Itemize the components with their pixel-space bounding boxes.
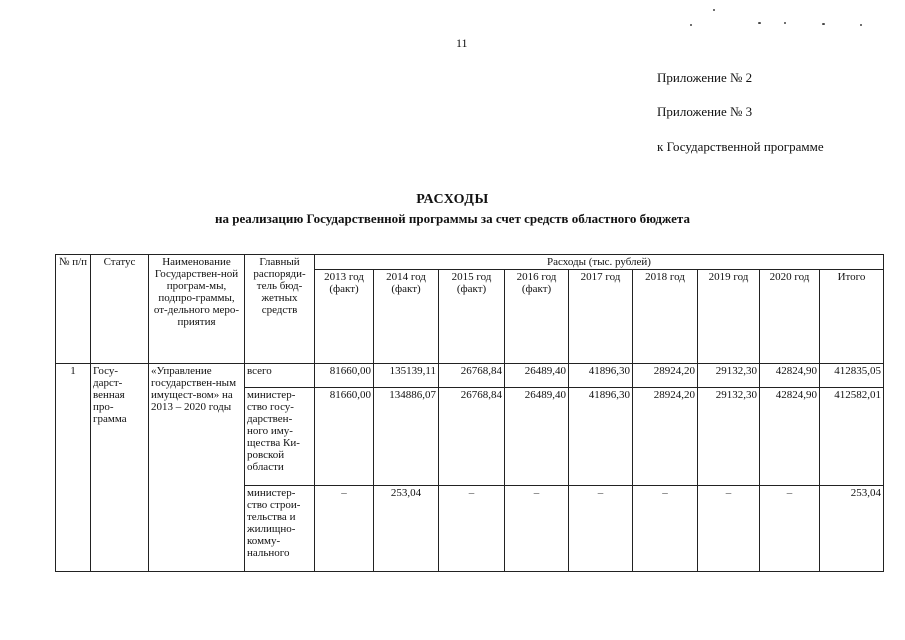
value-cell: 41896,30 bbox=[569, 364, 633, 388]
header-manager: Главный распоряди-тель бюд-жетных средств bbox=[245, 255, 315, 364]
header-year: 2019 год bbox=[698, 270, 760, 364]
header-expenses-group: Расходы (тыс. рублей) bbox=[315, 255, 884, 270]
value-cell: 412582,01 bbox=[820, 388, 884, 486]
value-cell: 26768,84 bbox=[439, 364, 505, 388]
program-status: Госу-дарст-венная про-грамма bbox=[91, 364, 149, 572]
value-cell: – bbox=[439, 486, 505, 572]
value-cell: 253,04 bbox=[820, 486, 884, 572]
value-cell: 253,04 bbox=[374, 486, 439, 572]
value-cell: – bbox=[569, 486, 633, 572]
value-cell: 42824,90 bbox=[760, 388, 820, 486]
header-name: Наименование Государствен-ной програм-мы, подпро-граммы, от-дельного меро-приятия bbox=[149, 255, 245, 364]
expenses-table bbox=[55, 254, 884, 572]
value-cell: 134886,07 bbox=[374, 388, 439, 486]
appendix-line-1: Приложение № 2 bbox=[657, 70, 753, 85]
header-year: 2013 год (факт) bbox=[315, 270, 374, 364]
value-cell: 29132,30 bbox=[698, 364, 760, 388]
scan-speck bbox=[822, 23, 825, 25]
scan-speck bbox=[690, 24, 692, 26]
header-year: 2020 год bbox=[760, 270, 820, 364]
header-year: 2016 год (факт) bbox=[505, 270, 569, 364]
value-cell: 81660,00 bbox=[315, 364, 374, 388]
value-cell: 41896,30 bbox=[569, 388, 633, 486]
header-year: 2014 год (факт) bbox=[374, 270, 439, 364]
appendix-line-3: к Государственной программе bbox=[657, 139, 824, 154]
value-cell: 29132,30 bbox=[698, 388, 760, 486]
value-cell: – bbox=[505, 486, 569, 572]
manager-cell: всего bbox=[245, 364, 315, 388]
value-cell: – bbox=[633, 486, 698, 572]
header-year: 2017 год bbox=[569, 270, 633, 364]
value-cell: 26768,84 bbox=[439, 388, 505, 486]
document-subtitle: на реализацию Государственной программы за счет средств областного бюджета bbox=[215, 211, 690, 226]
scan-speck bbox=[758, 22, 761, 24]
manager-cell: министер-ство строи-тельства и жилищно-комму-нального bbox=[245, 486, 315, 572]
page-number: 11 bbox=[456, 36, 468, 50]
scan-speck bbox=[713, 9, 715, 11]
value-cell: 81660,00 bbox=[315, 388, 374, 486]
appendix-line-2: Приложение № 3 bbox=[657, 104, 753, 119]
document-title: РАСХОДЫ bbox=[416, 192, 489, 207]
header-total: Итого bbox=[820, 270, 884, 364]
value-cell: – bbox=[698, 486, 760, 572]
value-cell: 42824,90 bbox=[760, 364, 820, 388]
scan-speck bbox=[860, 24, 862, 26]
value-cell: 26489,40 bbox=[505, 364, 569, 388]
program-number: 1 bbox=[56, 364, 91, 572]
value-cell: 28924,20 bbox=[633, 364, 698, 388]
manager-cell: министер-ство госу-дарствен-ного иму-щества Ки-ровской области bbox=[245, 388, 315, 486]
program-name: «Управление государствен-ным имущест-вом» на 2013 – 2020 годы bbox=[149, 364, 245, 572]
value-cell: – bbox=[315, 486, 374, 572]
value-cell: 26489,40 bbox=[505, 388, 569, 486]
scan-speck bbox=[784, 22, 786, 24]
header-year: 2015 год (факт) bbox=[439, 270, 505, 364]
value-cell: – bbox=[760, 486, 820, 572]
table-row bbox=[56, 364, 884, 388]
header-num: № п/п bbox=[56, 255, 91, 364]
value-cell: 412835,05 bbox=[820, 364, 884, 388]
header-status: Статус bbox=[91, 255, 149, 364]
value-cell: 135139,11 bbox=[374, 364, 439, 388]
value-cell: 28924,20 bbox=[633, 388, 698, 486]
header-year: 2018 год bbox=[633, 270, 698, 364]
